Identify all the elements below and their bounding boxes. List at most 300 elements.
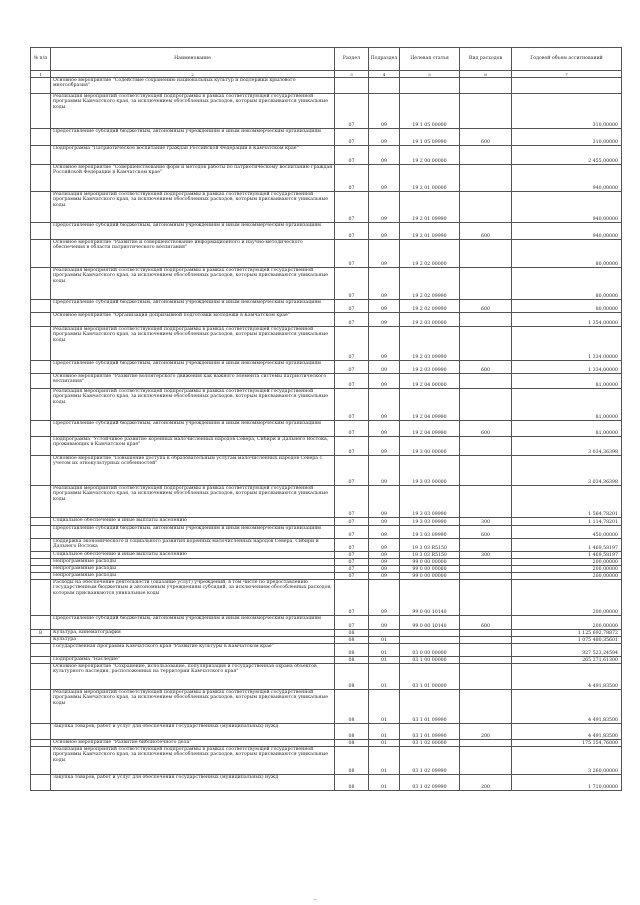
cell-subsection: 09	[369, 552, 400, 559]
cell-expense-type	[460, 78, 512, 94]
cell-section: 07	[335, 192, 369, 223]
col-header-target: Целевая статья	[400, 48, 460, 71]
cell-expense-type	[460, 664, 512, 690]
cell-expense-type	[460, 94, 512, 129]
table-row	[31, 268, 622, 300]
cell-name: Основное мероприятие "Повышение доступа к образовательным услугам малочисленных народов Севера с учетом их этнокультурных особенностей"	[51, 456, 335, 486]
table-row	[31, 146, 622, 165]
cell-no	[31, 775, 51, 791]
table-row	[31, 456, 622, 486]
cell-amount: 1 564,78201	[512, 486, 622, 518]
cell-target	[400, 78, 460, 94]
cell-target: 19 1 05 00000	[400, 94, 460, 129]
cell-section: 07	[335, 223, 369, 240]
cell-subsection: 09	[369, 268, 400, 300]
cell-no	[31, 300, 51, 313]
cell-amount: 80,00000	[512, 300, 622, 313]
cell-name: Подпрограмма "Патриотическое воспитание граждан Российской Федерации в Камчатском крае"	[51, 146, 335, 165]
cell-subsection: 09	[369, 327, 400, 361]
cell-expense-type	[460, 374, 512, 389]
cell-target: 99 0 00 10140	[400, 580, 460, 616]
cell-subsection: 09	[369, 539, 400, 552]
table-row	[31, 518, 622, 526]
cell-expense-type	[460, 539, 512, 552]
table-row	[31, 566, 622, 573]
cell-target: 03 1 01 09990	[400, 724, 460, 740]
cell-subsection: 09	[369, 518, 400, 526]
column-number: 6	[460, 71, 512, 78]
cell-amount: 81,00000	[512, 374, 622, 389]
cell-no	[31, 690, 51, 724]
cell-amount: 2 455,00000	[512, 146, 622, 165]
cell-no	[31, 94, 51, 129]
cell-section: 07	[335, 94, 369, 129]
cell-target: 19 3 03 09990	[400, 518, 460, 526]
cell-target: 99 0 00 00000	[400, 559, 460, 566]
cell-section: 07	[335, 327, 369, 361]
cell-expense-type: 200	[460, 724, 512, 740]
cell-expense-type: 300	[460, 552, 512, 559]
table-row	[31, 374, 622, 389]
cell-no	[31, 361, 51, 374]
table-row	[31, 300, 622, 313]
cell-section: 08	[335, 690, 369, 724]
cell-section: 07	[335, 165, 369, 192]
cell-target: 19 2 04 00000	[400, 374, 460, 389]
cell-subsection: 01	[369, 724, 400, 740]
cell-no	[31, 240, 51, 268]
table-row	[31, 526, 622, 539]
cell-expense-type	[460, 644, 512, 657]
cell-amount: 1 125 692,78872	[512, 630, 622, 637]
cell-no	[31, 740, 51, 747]
cell-target: 19 2 03 00000	[400, 313, 460, 327]
cell-subsection: 01	[369, 644, 400, 657]
cell-subsection: 09	[369, 573, 400, 580]
cell-expense-type	[460, 437, 512, 456]
cell-no	[31, 566, 51, 573]
cell-expense-type	[460, 268, 512, 300]
cell-name: Закупка товаров, работ и услуг для обеспечения государственных (муниципальных) нужд	[51, 775, 335, 791]
table-row	[31, 664, 622, 690]
table-row	[31, 539, 622, 552]
cell-target: 19 3 03 R5150	[400, 539, 460, 552]
cell-amount: 200,00000	[512, 573, 622, 580]
cell-section	[335, 78, 369, 94]
table-row	[31, 192, 622, 223]
table-row	[31, 775, 622, 791]
cell-section: 07	[335, 437, 369, 456]
cell-name: Социальное обеспечение и иные выплаты населению	[51, 552, 335, 559]
cell-name: Реализация мероприятий соответствующей подпрограммы в рамках соответствующей государственной программы Камчатского края, за исключением обособленных расходов, которым присваиваются уникальные коды	[51, 192, 335, 223]
cell-section: 07	[335, 313, 369, 327]
table-row	[31, 327, 622, 361]
cell-no	[31, 657, 51, 664]
cell-subsection: 09	[369, 421, 400, 437]
cell-subsection: 09	[369, 526, 400, 539]
cell-subsection: 09	[369, 559, 400, 566]
cell-amount: 81,00000	[512, 389, 622, 421]
cell-subsection: 09	[369, 616, 400, 630]
cell-subsection	[369, 78, 400, 94]
cell-no	[31, 573, 51, 580]
cell-name: Реализация мероприятий соответствующей подпрограммы в рамках соответствующей государственной программы Камчатского края, за исключением обособленных расходов, которым присваиваются уникальные коды	[51, 268, 335, 300]
cell-subsection: 09	[369, 223, 400, 240]
cell-name: Непрограммные расходы	[51, 566, 335, 573]
column-number: 3	[335, 71, 369, 78]
table-row	[31, 630, 622, 637]
cell-no: 8	[31, 630, 51, 637]
table-row	[31, 240, 622, 268]
cell-section: 08	[335, 644, 369, 657]
cell-name: Подпрограмма "Наследие"	[51, 657, 335, 664]
table-row	[31, 573, 622, 580]
budget-table	[30, 47, 622, 791]
cell-subsection: 09	[369, 361, 400, 374]
cell-section: 08	[335, 657, 369, 664]
table-row	[31, 165, 622, 192]
cell-expense-type	[460, 559, 512, 566]
cell-expense-type: 200	[460, 775, 512, 791]
cell-section: 07	[335, 552, 369, 559]
cell-target: 19 3 03 09990	[400, 526, 460, 539]
cell-expense-type	[460, 327, 512, 361]
cell-target: 19 2 00 00000	[400, 146, 460, 165]
cell-amount: 200,00000	[512, 566, 622, 573]
cell-name: Основное мероприятие "Организация допризывной подготовки молодежи в Камчатском крае"	[51, 313, 335, 327]
table-row	[31, 690, 622, 724]
cell-name: Реализация мероприятий соответствующей подпрограммы в рамках соответствующей государственной программы Камчатского края, за исключением обособленных расходов, которым присваиваются уникальные коды	[51, 486, 335, 518]
cell-expense-type	[460, 747, 512, 775]
cell-expense-type	[460, 146, 512, 165]
cell-expense-type	[460, 165, 512, 192]
cell-amount: 1 354,00000	[512, 313, 622, 327]
cell-target	[400, 630, 460, 637]
cell-name: Предоставление субсидий бюджетным, автономным учреждениям и иным некоммерческим организациям	[51, 300, 335, 313]
cell-section: 07	[335, 374, 369, 389]
cell-amount: 3 260,00000	[512, 747, 622, 775]
cell-amount: 3 034,36398	[512, 456, 622, 486]
cell-no	[31, 664, 51, 690]
cell-expense-type	[460, 573, 512, 580]
cell-expense-type	[460, 313, 512, 327]
cell-section: 08	[335, 664, 369, 690]
cell-name: Подпрограмма "Устойчивое развитие коренных малочисленных народов Севера, Сибири и Дальнего Востока, проживающих в Камчатском крае"	[51, 437, 335, 456]
column-number-row	[31, 71, 622, 78]
table-row	[31, 437, 622, 456]
table-row	[31, 580, 622, 616]
cell-no	[31, 644, 51, 657]
cell-name: Реализация мероприятий соответствующей подпрограммы в рамках соответствующей государственной программы Камчатского края, за исключением обособленных расходов, которым присваиваются уникальные коды	[51, 690, 335, 724]
cell-expense-type	[460, 240, 512, 268]
table-row	[31, 637, 622, 644]
cell-expense-type: 600	[460, 526, 512, 539]
cell-subsection	[369, 630, 400, 637]
cell-target: 03 1 00 00000	[400, 657, 460, 664]
cell-section: 08	[335, 724, 369, 740]
col-header-name: Наименование	[51, 48, 335, 71]
cell-amount: 1 469,58197	[512, 552, 622, 559]
cell-no	[31, 146, 51, 165]
cell-expense-type	[460, 657, 512, 664]
cell-subsection: 09	[369, 580, 400, 616]
cell-target: 99 0 00 00000	[400, 566, 460, 573]
cell-subsection: 09	[369, 486, 400, 518]
cell-subsection: 01	[369, 637, 400, 644]
cell-expense-type	[460, 630, 512, 637]
cell-no	[31, 539, 51, 552]
cell-no	[31, 552, 51, 559]
cell-target: 19 3 00 00000	[400, 437, 460, 456]
cell-section: 07	[335, 526, 369, 539]
cell-name: Предоставление субсидий бюджетным, автономным учреждениям и иным некоммерческим организациям	[51, 361, 335, 374]
cell-expense-type	[460, 637, 512, 644]
cell-amount: 940,00000	[512, 165, 622, 192]
cell-section: 07	[335, 389, 369, 421]
cell-section: 07	[335, 566, 369, 573]
cell-amount: 81,00000	[512, 421, 622, 437]
cell-target: 19 2 02 00000	[400, 240, 460, 268]
cell-amount: 175 154,76000	[512, 740, 622, 747]
table-row	[31, 657, 622, 664]
cell-amount: 265 271,61300	[512, 657, 622, 664]
cell-amount: 200,00000	[512, 559, 622, 566]
cell-amount: 940,00000	[512, 192, 622, 223]
cell-target: 19 1 05 09990	[400, 129, 460, 146]
cell-name: Поддержка экономического и социального развития коренных малочисленных народов Севера, Сибири и Дальнего Востока	[51, 539, 335, 552]
column-number: 5	[400, 71, 460, 78]
cell-name: Культура, кинематография	[51, 630, 335, 637]
cell-section: 07	[335, 300, 369, 313]
cell-name: Непрограммные расходы	[51, 573, 335, 580]
cell-subsection: 01	[369, 775, 400, 791]
table-row	[31, 486, 622, 518]
cell-target: 19 2 03 09990	[400, 327, 460, 361]
cell-target: 19 3 03 09990	[400, 486, 460, 518]
cell-target: 19 2 02 09990	[400, 268, 460, 300]
cell-expense-type	[460, 389, 512, 421]
cell-target: 03 0 00 00000	[400, 644, 460, 657]
cell-subsection: 09	[369, 456, 400, 486]
cell-target: 19 2 01 00000	[400, 165, 460, 192]
cell-section: 07	[335, 129, 369, 146]
cell-subsection: 09	[369, 374, 400, 389]
cell-name: Расходы на обеспечение деятельности (оказание услуг) учреждений, в том числе по предоставлению государственным бюджетным и автономным учреждениям субсидий, за исключением обособленных расходов, которым присваиваются уникальные коды	[51, 580, 335, 616]
cell-no	[31, 313, 51, 327]
cell-target: 19 3 03 R5150	[400, 552, 460, 559]
document-page	[30, 47, 621, 791]
cell-section: 07	[335, 486, 369, 518]
cell-subsection: 09	[369, 192, 400, 223]
cell-subsection: 09	[369, 94, 400, 129]
cell-name: Предоставление субсидий бюджетным, автономным учреждениям и иным некоммерческим организациям	[51, 129, 335, 146]
cell-subsection: 09	[369, 389, 400, 421]
cell-amount: 1 334,00000	[512, 327, 622, 361]
table-row	[31, 78, 622, 94]
cell-subsection: 01	[369, 740, 400, 747]
column-number: 4	[369, 71, 400, 78]
cell-no	[31, 526, 51, 539]
col-header-no: № п/п	[31, 48, 51, 71]
cell-no	[31, 327, 51, 361]
cell-name: Основное мероприятие "Совершенствование форм и методов работы по патриотическому воспитанию граждан Российской Федерации в Камчатском крае"	[51, 165, 335, 192]
cell-amount: 4 491,83500	[512, 664, 622, 690]
col-header-expense-type: Вид расходов	[460, 48, 512, 71]
cell-amount: 450,00000	[512, 526, 622, 539]
cell-no	[31, 129, 51, 146]
cell-no	[31, 374, 51, 389]
cell-name: Реализация мероприятий соответствующей подпрограммы в рамках соответствующей государственной программы Камчатского края, за исключением обособленных расходов, которым присваиваются уникальные коды	[51, 94, 335, 129]
cell-expense-type	[460, 566, 512, 573]
cell-no	[31, 486, 51, 518]
table-row	[31, 644, 622, 657]
cell-section: 07	[335, 240, 369, 268]
table-row	[31, 421, 622, 437]
cell-name: Социальное обеспечение и иные выплаты населению	[51, 518, 335, 526]
table-row	[31, 740, 622, 747]
cell-amount: 1 075 480,35601	[512, 637, 622, 644]
cell-expense-type	[460, 690, 512, 724]
cell-section: 07	[335, 456, 369, 486]
cell-target: 03 1 01 00000	[400, 664, 460, 690]
cell-amount: 4 491,83500	[512, 690, 622, 724]
cell-expense-type	[460, 456, 512, 486]
cell-no	[31, 580, 51, 616]
cell-no	[31, 559, 51, 566]
cell-expense-type	[460, 740, 512, 747]
cell-section: 08	[335, 630, 369, 637]
column-number: 2	[51, 71, 335, 78]
cell-amount: 310,00000	[512, 129, 622, 146]
cell-subsection: 09	[369, 437, 400, 456]
cell-name: Предоставление субсидий бюджетным, автономным учреждениям и иным некоммерческим организациям	[51, 223, 335, 240]
cell-target: 99 0 00 00000	[400, 573, 460, 580]
cell-name: Основное мероприятие "Сохранение, использование, популяризация и государственная охрана объектов культурного наследия, расположенных на территории Камчатского края"	[51, 664, 335, 690]
cell-name: Реализация мероприятий соответствующей подпрограммы в рамках соответствующей государственной программы Камчатского края, за исключением обособленных расходов, которым присваиваются уникальные коды	[51, 327, 335, 361]
cell-name: Государственная программа Камчатского края "Развитие культуры в Камчатском крае"	[51, 644, 335, 657]
cell-amount: 200,00000	[512, 616, 622, 630]
cell-name: Непрограммные расходы	[51, 559, 335, 566]
cell-subsection: 09	[369, 165, 400, 192]
cell-subsection: 09	[369, 313, 400, 327]
cell-section: 07	[335, 539, 369, 552]
cell-expense-type	[460, 580, 512, 616]
cell-name: Реализация мероприятий соответствующей подпрограммы в рамках соответствующей государственной программы Камчатского края, за исключением обособленных расходов, которым присваиваются уникальные коды	[51, 389, 335, 421]
col-header-subsection: Подраздел	[369, 48, 400, 71]
cell-no	[31, 637, 51, 644]
cell-no	[31, 421, 51, 437]
cell-section: 07	[335, 573, 369, 580]
table-body	[31, 78, 622, 791]
table-row	[31, 223, 622, 240]
cell-no	[31, 518, 51, 526]
table-row	[31, 552, 622, 559]
cell-section: 08	[335, 747, 369, 775]
cell-amount: 1 114,78201	[512, 518, 622, 526]
cell-amount: 80,00000	[512, 240, 622, 268]
cell-target	[400, 637, 460, 644]
cell-amount	[512, 78, 622, 94]
table-row	[31, 747, 622, 775]
cell-name: Предоставление субсидий бюджетным, автономным учреждениям и иным некоммерческим организациям	[51, 421, 335, 437]
column-number: 1	[31, 71, 51, 78]
cell-no	[31, 192, 51, 223]
cell-no	[31, 223, 51, 240]
cell-no	[31, 747, 51, 775]
cell-target: 19 2 01 09990	[400, 223, 460, 240]
cell-amount: 4 491,83500	[512, 724, 622, 740]
cell-section: 07	[335, 616, 369, 630]
col-header-amount: Годовой объем ассигнований	[512, 48, 622, 71]
column-number: 7	[512, 71, 622, 78]
cell-subsection: 01	[369, 664, 400, 690]
cell-expense-type: 600	[460, 300, 512, 313]
cell-target: 19 2 02 09990	[400, 300, 460, 313]
cell-subsection: 09	[369, 566, 400, 573]
cell-section: 08	[335, 775, 369, 791]
cell-subsection: 01	[369, 690, 400, 724]
cell-target: 03 1 02 09990	[400, 775, 460, 791]
cell-name: Основное мероприятие "Развитие волонтерского движения как важного элемента системы патриотического воспитания"	[51, 374, 335, 389]
cell-amount: 310,00000	[512, 94, 622, 129]
cell-no	[31, 456, 51, 486]
cell-section: 07	[335, 580, 369, 616]
cell-name: Предоставление субсидий бюджетным, автономным учреждениям и иным некоммерческим организациям	[51, 526, 335, 539]
cell-target: 03 1 01 09990	[400, 690, 460, 724]
cell-subsection: 01	[369, 657, 400, 664]
table-row	[31, 616, 622, 630]
cell-section: 07	[335, 518, 369, 526]
cell-target: 03 1 02 09990	[400, 747, 460, 775]
cell-target: 19 2 03 09990	[400, 361, 460, 374]
cell-amount: 940,00000	[512, 223, 622, 240]
cell-section: 07	[335, 559, 369, 566]
cell-section: 08	[335, 637, 369, 644]
table-row	[31, 389, 622, 421]
cell-expense-type: 300	[460, 518, 512, 526]
cell-expense-type	[460, 486, 512, 518]
cell-no	[31, 389, 51, 421]
cell-section: 08	[335, 740, 369, 747]
cell-amount: 1 334,00000	[512, 361, 622, 374]
cell-section: 07	[335, 146, 369, 165]
table-row	[31, 313, 622, 327]
table-row	[31, 559, 622, 566]
cell-expense-type	[460, 192, 512, 223]
cell-amount: 200,00000	[512, 580, 622, 616]
cell-subsection: 09	[369, 129, 400, 146]
cell-no	[31, 78, 51, 94]
cell-section: 07	[335, 361, 369, 374]
cell-target: 99 0 00 10140	[400, 616, 460, 630]
cell-amount: 3 034,36398	[512, 437, 622, 456]
cell-name: Реализация мероприятий соответствующей подпрограммы в рамках соответствующей государственной программы Камчатского края, за исключением обособленных расходов, которым присваиваются уникальные коды	[51, 747, 335, 775]
cell-amount: 927 523,24594	[512, 644, 622, 657]
cell-no	[31, 724, 51, 740]
cell-amount: 80,00000	[512, 268, 622, 300]
cell-no	[31, 268, 51, 300]
cell-amount: 1 710,00000	[512, 775, 622, 791]
cell-no	[31, 616, 51, 630]
cell-target: 03 1 02 00000	[400, 740, 460, 747]
cell-no	[31, 165, 51, 192]
cell-name: Основное мероприятие "Развитие библиотечного дела"	[51, 740, 335, 747]
cell-amount: 1 469,58197	[512, 539, 622, 552]
cell-subsection: 09	[369, 300, 400, 313]
cell-target: 19 3 03 00000	[400, 456, 460, 486]
table-header-row	[31, 48, 622, 71]
cell-name: Предоставление субсидий бюджетным, автономным учреждениям и иным некоммерческим организациям	[51, 616, 335, 630]
